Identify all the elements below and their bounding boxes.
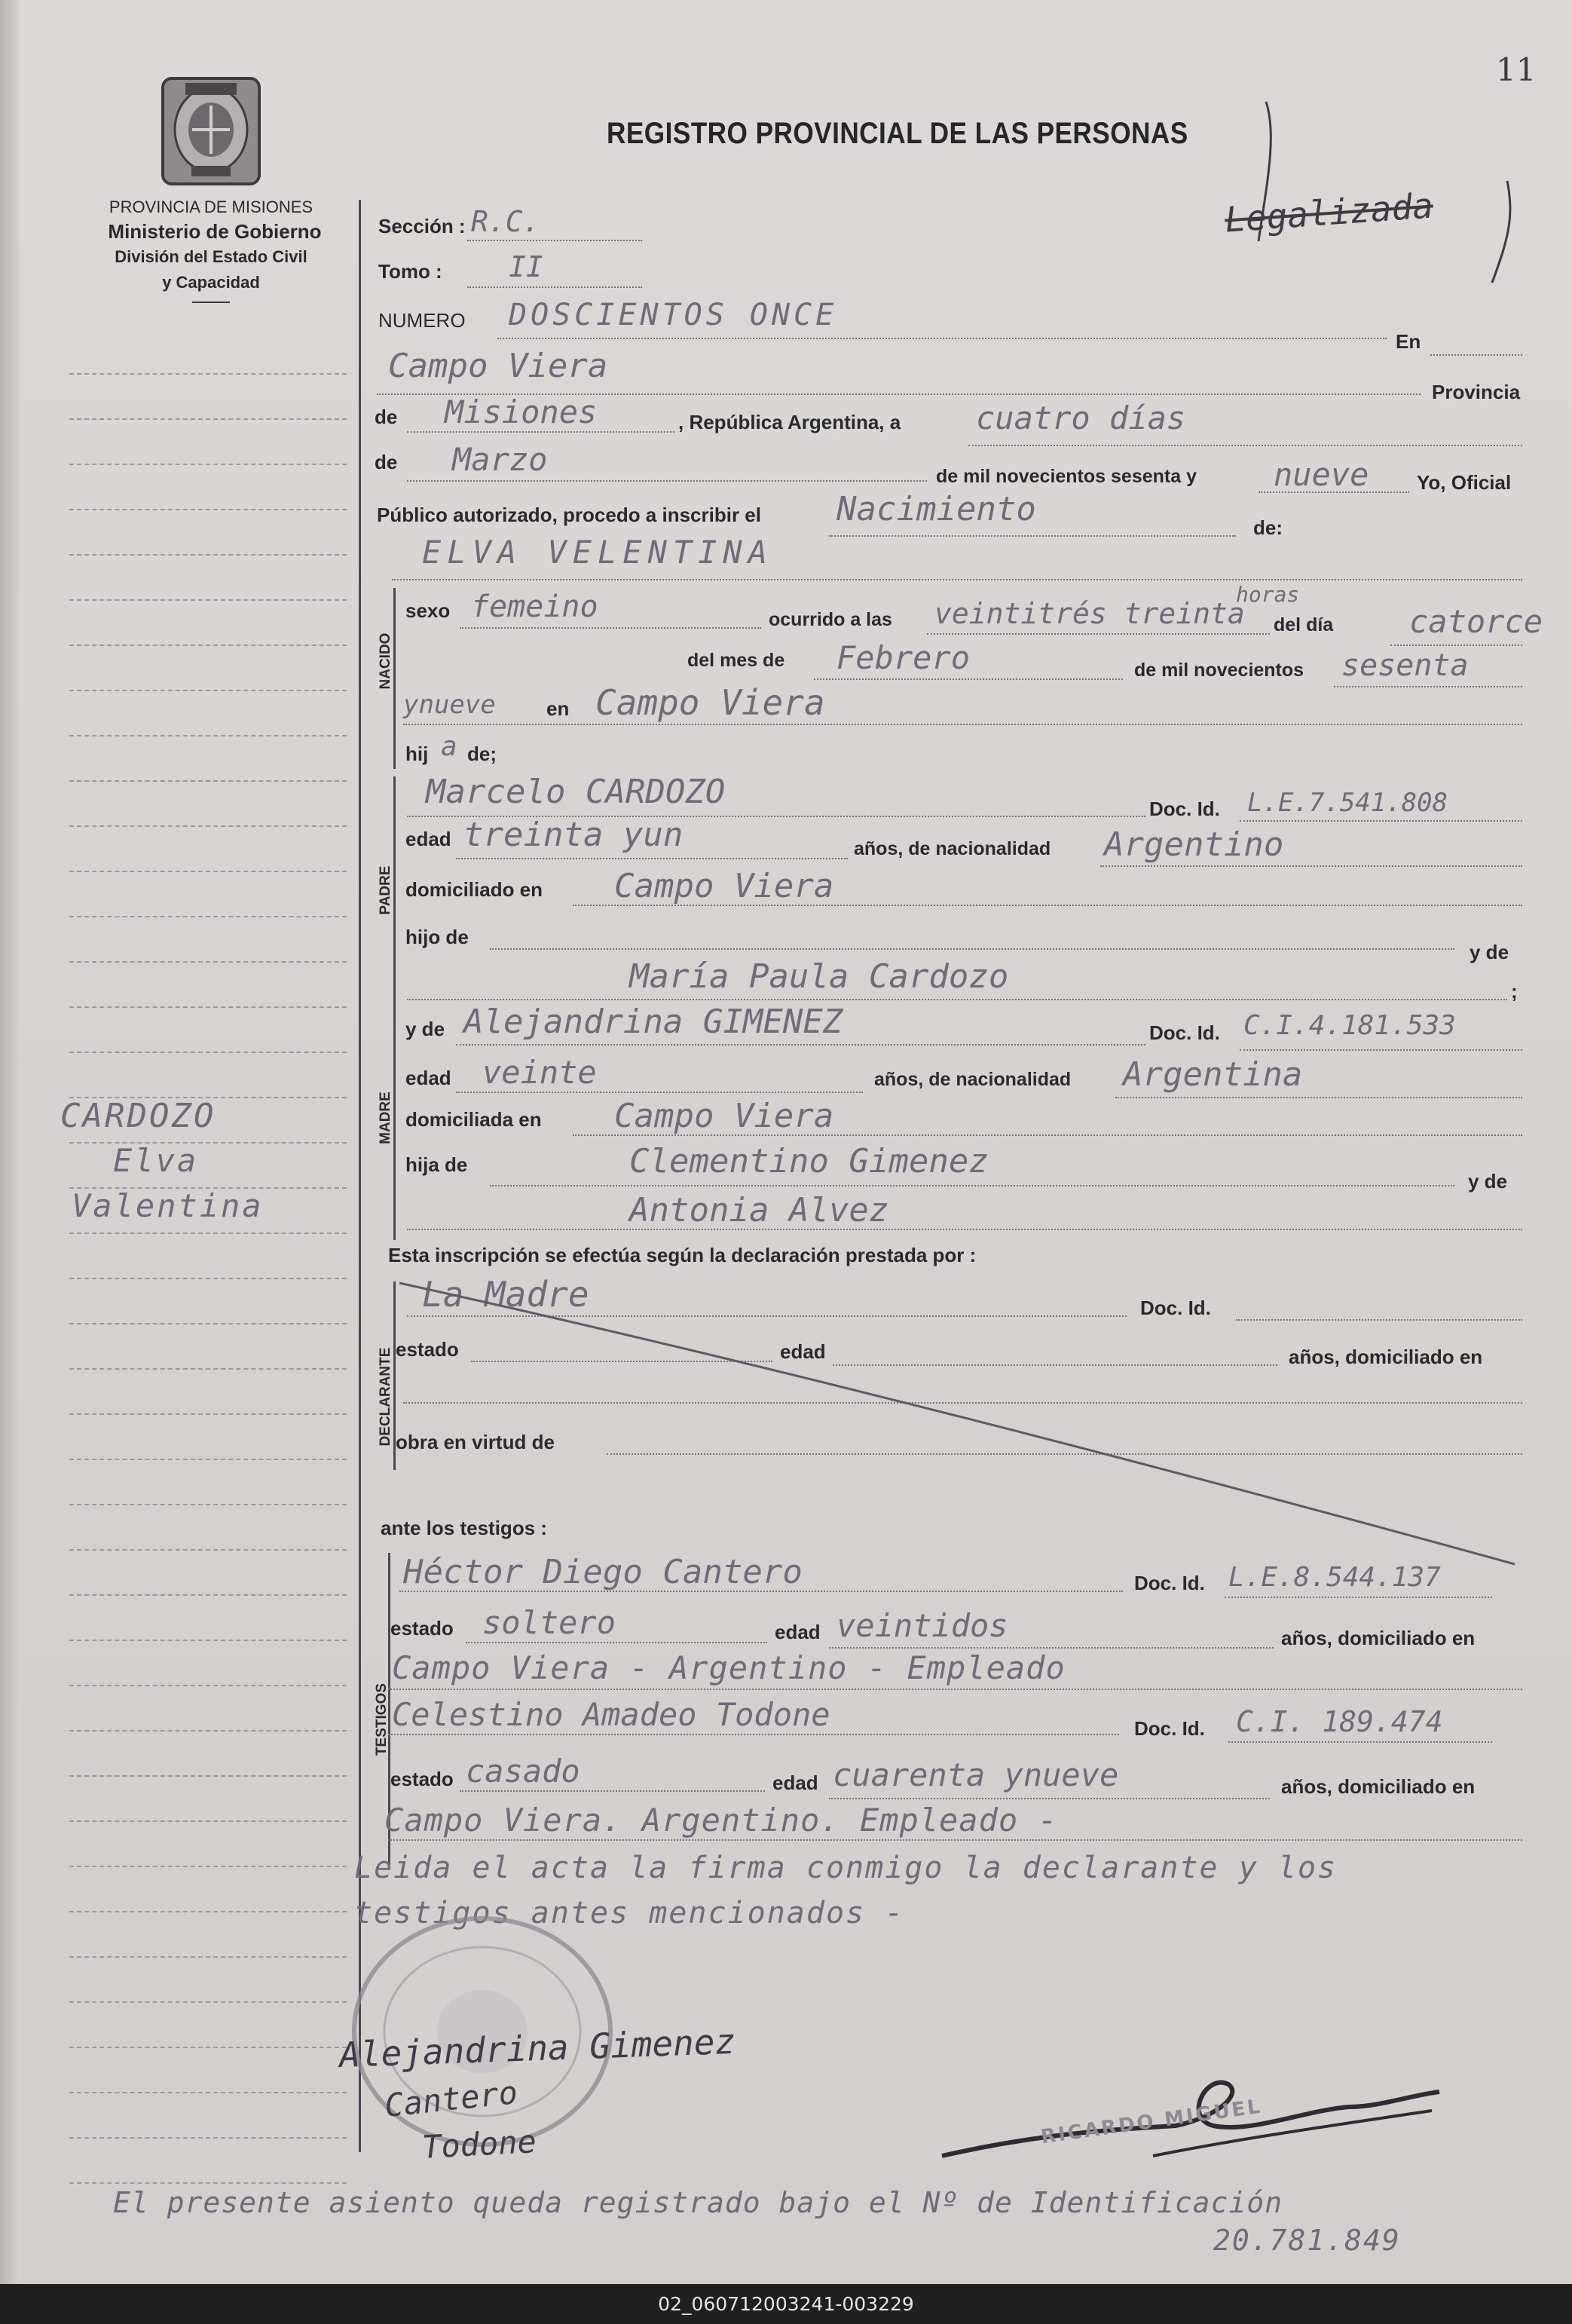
declarante-dom-label: años, domiciliado en — [1289, 1346, 1483, 1368]
nombre-value: ELVA VELENTINA — [422, 534, 774, 571]
closing-line1: Leida el acta la firma conmigo la declarante y los — [354, 1851, 1338, 1885]
registry-id-number: 20.781.849 — [1213, 2224, 1401, 2257]
testigos-section-label: TESTIGOS — [374, 1683, 390, 1756]
testigo2-estado: casado — [466, 1753, 580, 1790]
mes-nac-value: Febrero — [836, 639, 971, 676]
official-name-stamp: RICARDO MIGUEL — [1039, 2095, 1264, 2149]
padre-doc-line — [1240, 820, 1522, 822]
signature-witness2: Todone — [421, 2123, 537, 2166]
hora-value: veintitrés treinta — [934, 597, 1245, 630]
seccion-value: R.C. — [471, 205, 540, 238]
provincia-value: Misiones — [445, 393, 598, 430]
ocurrido-label: ocurrido a las — [769, 609, 892, 630]
declarante-obra-label: obra en virtud de — [396, 1431, 555, 1453]
nacido-section-label: NACIDO — [378, 632, 393, 690]
madre-padre-value: Clementino Gimenez — [629, 1142, 989, 1180]
madre-doc-value: C.I.4.181.533 — [1243, 1010, 1456, 1041]
document-title: REGISTRO PROVINCIAL DE LAS PERSONAS — [607, 117, 1188, 150]
margin-note-surname: CARDOZO — [60, 1097, 216, 1135]
padre-dom-line — [573, 905, 1522, 906]
testigo2-dom-label: años, domiciliado en — [1281, 1775, 1476, 1798]
hij-value: a — [441, 731, 457, 762]
publico-label: Público autorizado, procedo a inscribir el — [377, 504, 761, 526]
testigo2-nombre: Celestino Amadeo Todone — [392, 1696, 830, 1733]
page-edge-shadow — [0, 0, 20, 2284]
madre-padre-line — [490, 1185, 1454, 1186]
padre-nac-value: Argentino — [1104, 825, 1284, 864]
lugar-value: Campo Viera — [388, 347, 608, 385]
madre-nac-label: años, de nacionalidad — [874, 1069, 1072, 1090]
anio-label: de mil novecientos sesenta y — [936, 466, 1197, 487]
annotation-strokes — [1236, 90, 1552, 294]
madre-edad-label: edad — [405, 1067, 451, 1089]
madre-madre-value: Antonia Alvez — [629, 1191, 889, 1229]
numero-value: DOSCIENTOS ONCE — [509, 298, 838, 332]
madre-madre-line — [407, 1229, 1522, 1230]
testigo1-edad-label: edad — [775, 1621, 821, 1643]
madre-doc-label: Doc. Id. — [1149, 1021, 1220, 1044]
padre-edad-value: treinta yun — [463, 816, 684, 854]
seccion-line — [467, 240, 642, 241]
ministry-label: Ministerio de Gobierno — [108, 220, 322, 243]
padre-doc-value: L.E.7.541.808 — [1247, 788, 1448, 818]
acto-line — [829, 535, 1236, 537]
padre-hijo-label: hijo de — [405, 926, 469, 948]
madre-yde-label: y de — [405, 1018, 445, 1040]
seccion-label: Sección : — [378, 215, 466, 237]
testigo1-doc: L.E.8.544.137 — [1228, 1562, 1441, 1593]
closing-line2: testigos antes mencionados - — [354, 1896, 905, 1931]
padre-nac-label: años, de nacionalidad — [854, 838, 1051, 859]
padre-madre-value: María Paula Cardozo — [629, 957, 1009, 996]
padre-nombre-value: Marcelo CARDOZO — [426, 773, 726, 811]
testigo2-nombre-line — [388, 1734, 1119, 1735]
testigo1-doc-label: Doc. Id. — [1134, 1572, 1205, 1594]
testigo2-estado-label: estado — [390, 1768, 454, 1790]
en-nac-label: en — [546, 697, 570, 720]
testigo2-dom-line — [388, 1839, 1522, 1841]
numero-line — [497, 338, 1387, 339]
madre-dom-label: domiciliada en — [405, 1108, 542, 1131]
de-label: de — [375, 406, 398, 428]
testigo1-estado-label: estado — [390, 1617, 454, 1640]
declarante-edad-label: edad — [780, 1340, 826, 1363]
anio-nac-line — [1334, 686, 1522, 687]
capacity-label: y Capacidad — [162, 273, 260, 292]
testigo1-doc-line — [1225, 1597, 1492, 1598]
declarante-nombre-value: La Madre — [422, 1274, 589, 1315]
madre-dom-value: Campo Viera — [614, 1097, 834, 1135]
division-label: División del Estado Civil — [115, 247, 307, 266]
madre-dom-line — [573, 1134, 1522, 1136]
numero-label: NUMERO — [378, 309, 466, 332]
testigo1-edad-line — [829, 1647, 1274, 1649]
province-label: PROVINCIA DE MISIONES — [109, 197, 313, 216]
declarante-cancel-stroke — [392, 1274, 1522, 1575]
testigo1-dom-label: años, domiciliado en — [1281, 1627, 1476, 1649]
hora-line — [927, 633, 1270, 635]
oficial-label: Yo, Oficial — [1417, 471, 1512, 494]
registry-note: El presente asiento queda registrado bajo el Nº de Identificación — [113, 2186, 1283, 2219]
image-id-footer: 02_060712003241-003229 — [0, 2284, 1572, 2324]
madre-edad-value: veinte — [482, 1054, 597, 1091]
anio-value: nueve — [1274, 456, 1369, 493]
legalizada-annotation: Legalizada — [1223, 185, 1435, 240]
dia-value: cuatro días — [976, 400, 1186, 436]
nombre-line — [392, 579, 1522, 580]
declarante-intro: Esta inscripción se efectúa según la declaración prestada por : — [388, 1244, 977, 1266]
margin-note-name2: Valentina — [72, 1187, 264, 1224]
testigo1-dom: Campo Viera - Argentino - Empleado — [392, 1649, 1066, 1686]
padre-doc-label: Doc. Id. — [1149, 798, 1220, 820]
testigo1-estado-line — [466, 1642, 767, 1643]
de-colon-label: de: — [1253, 516, 1283, 539]
padre-section-label: PADRE — [378, 865, 393, 915]
madre-nombre-value: Alejandrina GIMENEZ — [463, 1003, 843, 1041]
padre-yde-label: y de — [1470, 941, 1509, 963]
testigo2-doc-line — [1228, 1741, 1492, 1743]
provincia-label: Provincia — [1432, 381, 1521, 403]
mes-value: Marzo — [452, 441, 548, 478]
hij-label: hij — [405, 743, 429, 765]
hij-de-label: de; — [467, 743, 497, 765]
madre-doc-line — [1240, 1049, 1522, 1051]
sexo-line — [460, 627, 761, 629]
header-divider — [192, 302, 230, 303]
anio-nac-value2: ynueve — [403, 690, 496, 720]
declarante-section-label: DECLARANTE — [378, 1347, 393, 1447]
padre-nac-line — [1100, 865, 1522, 867]
testigo2-estado-line — [460, 1790, 765, 1792]
padre-dom-value: Campo Viera — [614, 867, 834, 905]
lugar-nac-line — [403, 724, 1522, 725]
margin-note-name1: Elva — [113, 1142, 199, 1179]
en-line — [1430, 354, 1522, 356]
mes-nac-line — [814, 678, 1123, 680]
testigo1-edad: veintidos — [836, 1607, 1008, 1644]
testigo2-doc: C.I. 189.474 — [1236, 1705, 1443, 1738]
declarante-doc-label: Doc. Id. — [1140, 1297, 1211, 1319]
madre-edad-line — [456, 1092, 863, 1093]
padre-edad-label: edad — [405, 828, 451, 850]
signature-witness1: Cantero — [382, 2073, 520, 2125]
del-dia-label: del día — [1274, 614, 1334, 635]
padre-hijo-line — [490, 948, 1454, 950]
testigo2-edad-label: edad — [772, 1771, 818, 1794]
horas-note: horas — [1236, 582, 1300, 607]
declarante-estado-label: estado — [396, 1338, 459, 1361]
mes-line — [407, 480, 927, 482]
madre-yde2-label: y de — [1468, 1170, 1508, 1193]
padre-dom-label: domiciliado en — [405, 878, 543, 901]
signature-mother: Alejandrina Gimenez — [338, 2020, 736, 2076]
testigo2-edad-line — [829, 1798, 1270, 1799]
republica-label: , República Argentina, a — [678, 411, 901, 433]
testigos-intro: ante los testigos : — [381, 1517, 548, 1539]
de-mes-label: de — [375, 451, 398, 473]
madre-nac-line — [1115, 1097, 1522, 1098]
tomo-label: Tomo : — [378, 260, 442, 283]
anio-nac-label: de mil novecientos — [1134, 660, 1304, 681]
testigo2-dom: Campo Viera. Argentino. Empleado - — [384, 1802, 1058, 1839]
provincia-line — [407, 431, 674, 433]
sexo-value: femeino — [471, 589, 598, 624]
dia-nac-line — [1390, 645, 1522, 646]
tomo-line — [467, 286, 642, 288]
padre-madre-line — [407, 999, 1507, 1000]
en-label: En — [1396, 330, 1421, 353]
anio-nac-value: sesenta — [1341, 648, 1469, 683]
acto-value: Nacimiento — [836, 490, 1036, 528]
testigo2-edad: cuarenta ynueve — [833, 1756, 1119, 1793]
dia-line — [968, 445, 1522, 446]
testigo2-doc-label: Doc. Id. — [1134, 1717, 1205, 1740]
sexo-label: sexo — [405, 599, 451, 622]
padre-semicolon: ; — [1511, 980, 1518, 1003]
page-number: 11 — [1496, 51, 1537, 88]
mes-nac-label: del mes de — [687, 650, 785, 671]
madre-nac-value: Argentina — [1123, 1055, 1303, 1094]
madre-nombre-line — [456, 1044, 1145, 1046]
coat-of-arms-emblem — [158, 75, 264, 187]
lugar-nac-value: Campo Viera — [595, 682, 825, 723]
dia-nac-value: catorce — [1409, 603, 1543, 640]
madre-hija-label: hija de — [405, 1153, 468, 1176]
testigo1-estado: soltero — [482, 1604, 616, 1641]
testigo1-nombre: Héctor Diego Cantero — [403, 1553, 803, 1591]
padre-edad-line — [456, 858, 848, 859]
testigo1-nombre-line — [399, 1591, 1123, 1592]
tomo-value: II — [509, 250, 543, 283]
anio-line — [1259, 491, 1409, 493]
testigo1-dom-line — [388, 1689, 1522, 1690]
madre-section-label: MADRE — [378, 1092, 393, 1144]
